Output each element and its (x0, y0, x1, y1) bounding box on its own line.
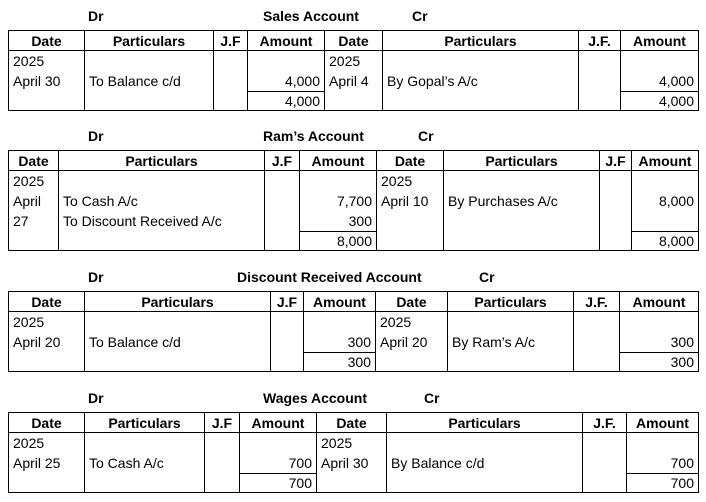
header-date: Date (9, 292, 85, 312)
amount-text: 4,000 (284, 73, 320, 89)
amount-cell (632, 171, 699, 251)
particulars-text: To Balance c/d (89, 73, 181, 89)
jf-cell (271, 312, 304, 372)
ledger-table (8, 291, 699, 372)
particulars-cell (85, 433, 205, 493)
cr-label: Cr (418, 128, 434, 144)
amount-text: 8,000 (658, 193, 694, 209)
header-amount: Amount (240, 413, 317, 433)
particulars-text: By Purchases A/c (448, 193, 558, 209)
particulars-cell (383, 51, 579, 111)
total-amount: 8,000 (632, 231, 698, 250)
total-amount: 4,000 (248, 91, 324, 110)
header-particulars: Particulars (85, 31, 214, 51)
amount-text: 4,000 (658, 73, 694, 89)
header-jf: J.F (265, 151, 300, 171)
particulars-text: To Cash A/c (63, 193, 138, 209)
amount-cell (621, 51, 699, 111)
discount-received-account (0, 267, 706, 370)
amount-cell (240, 433, 317, 493)
header-jf: J.F. (583, 413, 627, 433)
cr-label: Cr (424, 390, 440, 406)
cr-label: Cr (412, 8, 428, 24)
date-text: April 4 (329, 73, 369, 89)
year-text: 2025 (380, 314, 412, 330)
year-text: 2025 (329, 53, 361, 69)
jf-cell (214, 51, 248, 111)
date-text: April (13, 193, 42, 209)
date-text: April 10 (381, 193, 429, 209)
header-particulars: Particulars (383, 31, 579, 51)
header-date: Date (317, 413, 387, 433)
year-text: 2025 (381, 173, 413, 189)
ledger-title: Wages Account (263, 390, 367, 406)
date-text: April 20 (380, 334, 428, 350)
date-cell (9, 312, 85, 372)
ledger-table (8, 150, 699, 251)
ledger-header (0, 388, 706, 408)
ledger-table (8, 412, 699, 493)
year-text: 2025 (13, 53, 45, 69)
particulars-text: To Discount Received A/c (63, 213, 222, 229)
header-jf: J.F. (579, 31, 621, 51)
total-amount: 8,000 (300, 231, 376, 250)
header-date: Date (9, 31, 85, 51)
jf-cell (205, 433, 240, 493)
header-date: Date (325, 31, 383, 51)
ledger-title: Ram’s Account (263, 128, 364, 144)
date-cell (9, 433, 85, 493)
amount-text: 700 (288, 455, 312, 471)
amount-cell (304, 312, 376, 372)
particulars-text: By Balance c/d (391, 455, 485, 471)
year-text: 2025 (321, 435, 353, 451)
header-jf: J.F (214, 31, 248, 51)
amount-cell (627, 433, 699, 493)
total-amount: 700 (627, 473, 698, 492)
header-amount: Amount (627, 413, 699, 433)
jf-cell (574, 312, 620, 372)
header-amount: Amount (248, 31, 325, 51)
year-text: 2025 (13, 173, 45, 189)
total-amount: 700 (240, 473, 316, 492)
year-text: 2025 (13, 314, 45, 330)
particulars-cell (387, 433, 583, 493)
ledger-table (8, 30, 699, 111)
particulars-text: By Ram’s A/c (452, 334, 535, 350)
header-date: Date (9, 151, 59, 171)
amount-cell (620, 312, 699, 372)
date-cell (317, 433, 387, 493)
header-amount: Amount (304, 292, 376, 312)
ledger-header (0, 126, 706, 146)
total-amount: 300 (304, 352, 375, 371)
ledger-title: Sales Account (263, 8, 359, 24)
rams-account (0, 126, 706, 249)
header-particulars: Particulars (59, 151, 265, 171)
date-cell (325, 51, 383, 111)
particulars-text: To Balance c/d (89, 334, 181, 350)
date-text: April 30 (321, 455, 369, 471)
date-text: April 30 (13, 73, 61, 89)
particulars-cell (85, 51, 214, 111)
header-jf: J.F (271, 292, 304, 312)
particulars-cell (444, 171, 600, 251)
header-particulars: Particulars (85, 413, 205, 433)
amount-cell (300, 171, 377, 251)
jf-cell (583, 433, 627, 493)
particulars-cell (59, 171, 265, 251)
particulars-cell (85, 312, 271, 372)
cr-label: Cr (479, 269, 495, 285)
amount-cell (248, 51, 325, 111)
header-particulars: Particulars (387, 413, 583, 433)
header-amount: Amount (300, 151, 377, 171)
header-jf: J.F. (574, 292, 620, 312)
particulars-text: By Gopal’s A/c (387, 73, 478, 89)
header-particulars: Particulars (85, 292, 271, 312)
header-particulars: Particulars (444, 151, 600, 171)
header-amount: Amount (620, 292, 699, 312)
header-amount: Amount (621, 31, 699, 51)
day-text: 27 (13, 213, 29, 229)
header-date: Date (377, 151, 444, 171)
wages-account (0, 388, 706, 491)
header-date: Date (376, 292, 448, 312)
amount-text: 700 (670, 455, 694, 471)
header-jf: J.F (600, 151, 632, 171)
amount-text: 7,700 (336, 193, 372, 209)
dr-label: Dr (88, 8, 104, 24)
date-text: April 25 (13, 455, 61, 471)
ledger-title: Discount Received Account (237, 269, 422, 285)
dr-label: Dr (88, 269, 104, 285)
dr-label: Dr (88, 390, 104, 406)
particulars-text: To Cash A/c (89, 455, 164, 471)
dr-label: Dr (88, 128, 104, 144)
ledger-header (0, 6, 706, 26)
sales-account (0, 6, 706, 109)
amount-text: 300 (348, 213, 372, 229)
total-amount: 300 (620, 352, 698, 371)
header-jf: J.F (205, 413, 240, 433)
year-text: 2025 (13, 435, 45, 451)
date-cell (9, 51, 85, 111)
date-cell (377, 171, 444, 251)
total-amount: 4,000 (621, 91, 698, 110)
date-text: April 20 (13, 334, 61, 350)
jf-cell (265, 171, 300, 251)
date-cell (376, 312, 448, 372)
particulars-cell (448, 312, 574, 372)
header-amount: Amount (632, 151, 699, 171)
header-date: Date (9, 413, 85, 433)
amount-text: 300 (347, 334, 371, 350)
jf-cell (600, 171, 632, 251)
header-particulars: Particulars (448, 292, 574, 312)
amount-text: 300 (670, 334, 694, 350)
jf-cell (579, 51, 621, 111)
ledger-header (0, 267, 706, 287)
date-cell (9, 171, 59, 251)
